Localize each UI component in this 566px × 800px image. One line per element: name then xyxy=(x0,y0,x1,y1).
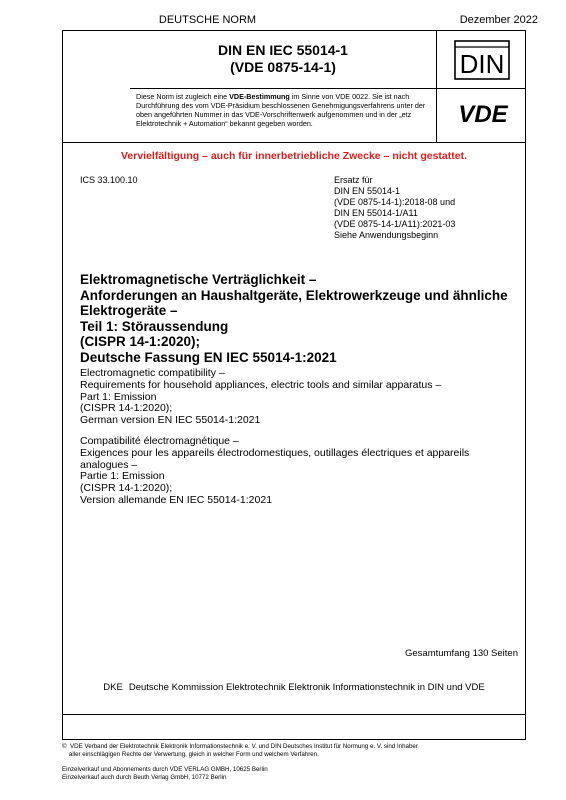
din-logo-text: DIN xyxy=(459,49,505,79)
french-title-line: Compatibilité électromagnétique – xyxy=(80,435,239,447)
french-title-line: Partie 1: Emission xyxy=(80,470,165,483)
english-title-line: Requirements for household appliances, electric tools and similar apparatus – xyxy=(80,378,442,391)
german-title-line: Anforderungen an Haushaltgeräte, Elektrowerkzeuge und ähnliche xyxy=(80,287,508,303)
dke-line xyxy=(62,682,526,693)
standard-vde-number: (VDE 0875-14-1) xyxy=(230,59,336,75)
german-title-line: Deutsche Fassung EN IEC 55014-1:2021 xyxy=(80,349,337,365)
replacement-line: Siehe Anwendungsbeginn xyxy=(334,230,439,240)
page-count: Gesamtumfang 130 Seiten xyxy=(404,648,518,659)
vde-logo-text: VDE xyxy=(458,101,508,126)
vde-note-part1: Diese Norm ist zugleich eine xyxy=(136,92,230,101)
english-title-line: German version EN IEC 55014-1:2021 xyxy=(80,414,261,427)
replacement-line: (VDE 0875-14-1):2018-08 und xyxy=(334,197,456,207)
copyright-line: © VDE Verband der Elektrotechnik Elektronik Informationstechnik e. V. und DIN Deutsches Institut für Normung e. V. sind Inhaber xyxy=(62,743,418,750)
sales-line: Einzelverkauf und Abonnements durch VDE VERLAG GMBH, 10625 Berlin xyxy=(62,766,268,773)
copyright-line: aller einschlägigen Rechte der Verwertung, gleich in welcher Form und welchem Verfahren. xyxy=(62,750,319,758)
frame-divider-header xyxy=(62,142,526,143)
english-title xyxy=(80,368,520,427)
ics-code: ICS 33.100.10 xyxy=(80,175,138,185)
french-title-line: Version allemande EN IEC 55014-1:2021 xyxy=(80,493,273,506)
french-title xyxy=(80,436,520,507)
sales-info xyxy=(62,766,502,782)
replacement-line: (VDE 0875-14-1/A11):2021-03 xyxy=(334,219,456,229)
german-title-line: Elektrogeräte – xyxy=(80,303,178,318)
replacement-line: DIN EN 55014-1 xyxy=(334,186,401,196)
frame-divider-footer xyxy=(62,714,526,715)
dke-acronym: DKE xyxy=(103,682,123,693)
german-title-line: (CISPR 14-1:2020); xyxy=(80,334,201,349)
replacement-line: Ersatz für xyxy=(334,175,373,185)
english-title-line: (CISPR 14-1:2020); xyxy=(80,402,173,415)
copyright-notice xyxy=(62,743,502,758)
sales-line: Einzelverkauf auch durch Beuth Verlag GmbH, 10772 Berlin xyxy=(62,774,227,781)
vde-note-bold: VDE-Bestimmung xyxy=(229,92,290,101)
german-title-line: Teil 1: Störaussendung xyxy=(80,318,229,334)
issue-date: Dezember 2022 xyxy=(459,14,538,26)
german-title-line: Elektromagnetische Verträglichkeit – xyxy=(80,272,317,287)
french-title-line: (CISPR 14-1:2020); xyxy=(80,482,173,495)
vde-note-part2: im Sinne von VDE 0022. Sie ist nach Durchführung des vom VDE-Präsidium beschlossenen Genehmigungsverfahrens unter der oben angeführten Nummer in das VDE-Vorschriftenwerk aufgenommen und in der „etz Elektrotechnik + Automation“ bekannt gegeben worden. xyxy=(136,92,426,128)
german-title xyxy=(80,272,520,365)
replacement-info xyxy=(334,175,455,241)
reproduction-warning: Vervielfältigung – auch für innerbetriebliche Zwecke – nicht gestattet. xyxy=(120,150,467,162)
frame-divider-vertical xyxy=(436,30,437,142)
english-title-line: Part 1: Emission xyxy=(80,390,157,403)
vde-logo xyxy=(448,100,518,126)
standard-number xyxy=(130,42,436,76)
replacement-line: DIN EN 55014-1/A11 xyxy=(334,208,418,218)
norm-label: DEUTSCHE NORM xyxy=(158,14,257,26)
french-title-line: Exigences pour les appareils électrodomestiques, outillages électriques et appareils xyxy=(80,446,470,459)
english-title-line: Electromagnetic compatibility – xyxy=(80,367,225,379)
dke-name: Deutsche Kommission Elektrotechnik Elektronik Informationstechnik in DIN und VDE xyxy=(128,682,485,693)
din-logo xyxy=(454,40,510,80)
french-title-line: analogues – xyxy=(80,458,138,471)
frame-divider-horizontal xyxy=(130,88,526,89)
vde-regulation-note xyxy=(136,92,432,128)
standard-din-number: DIN EN IEC 55014-1 xyxy=(218,42,348,58)
